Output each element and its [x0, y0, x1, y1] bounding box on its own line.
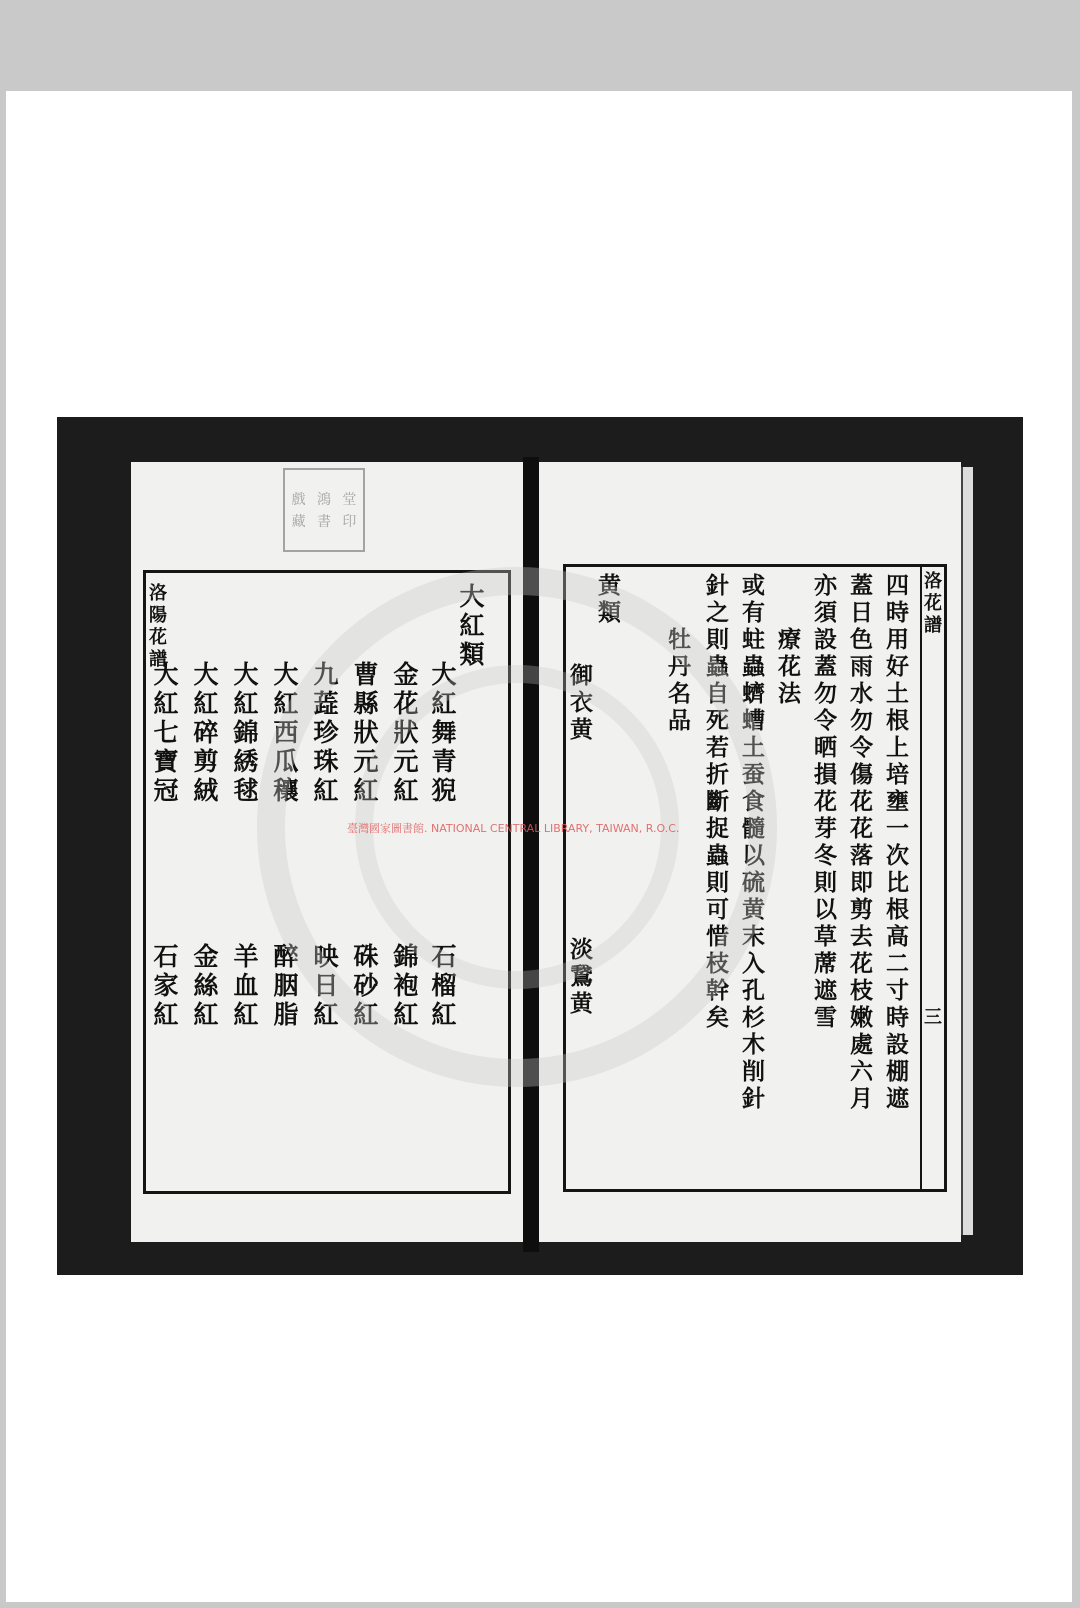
flower-name: 大紅七寶冠	[150, 661, 179, 806]
flower-name: 石家紅	[150, 943, 179, 1030]
section-header-red: 大紅類	[456, 583, 485, 670]
flower-name: 御衣黄	[566, 663, 593, 744]
section-header-yellow: 黄類	[594, 573, 621, 627]
left-page	[131, 462, 523, 1242]
flower-name: 大紅舞青猊	[428, 661, 457, 806]
flower-name: 羊血紅	[230, 943, 259, 1030]
flower-name: 九蕋珍珠紅	[310, 661, 339, 806]
text-column: 四時用好土根上培壅一次比根高二寸時設棚遮	[882, 573, 909, 1113]
flower-name: 石榴紅	[428, 943, 457, 1030]
text-column: 針之則蟲自死若折斷捉蟲則可惜枝幹矣	[702, 573, 729, 1032]
text-column: 蓋日色雨水勿令傷花花落即剪去花枝嫩處六月	[846, 573, 873, 1113]
left-page-border	[143, 570, 511, 1194]
flower-name: 錦袍紅	[390, 943, 419, 1030]
flower-name: 醉胭脂	[270, 943, 299, 1030]
left-margin-title: 洛陽花譜	[146, 583, 167, 671]
book-gutter	[523, 457, 539, 1252]
flower-name: 金絲紅	[190, 943, 219, 1030]
flower-name: 大紅西瓜穰	[270, 661, 299, 806]
flower-name: 曹縣狀元紅	[350, 661, 379, 806]
flower-name: 大紅錦綉毬	[230, 661, 259, 806]
text-column: 或有蛀蟲蠐螬土蚕食髓以硫黄末入孔杉木削針	[738, 573, 765, 1113]
flower-name: 映日紅	[310, 943, 339, 1030]
watermark-text: 臺灣國家圖書館. NATIONAL CENTRAL LIBRARY, TAIWAN, R.O.C.	[347, 822, 680, 835]
right-page-border	[563, 564, 947, 1192]
text-column: 牡丹名品	[664, 573, 691, 735]
right-page	[539, 462, 961, 1242]
right-margin-title: 洛花譜	[921, 571, 942, 637]
flower-name: 金花狀元紅	[390, 661, 419, 806]
folio-number: 三	[921, 1007, 942, 1029]
book-scan-image	[57, 417, 1023, 1275]
flower-name: 硃砂紅	[350, 943, 379, 1030]
text-column: 療花法	[774, 573, 801, 708]
collector-seal-icon: 戲 鴻 堂 藏 書 印	[283, 468, 365, 552]
flower-name: 淡鵞黄	[566, 937, 593, 1018]
flower-name: 大紅碎剪絨	[190, 661, 219, 806]
book-edge	[961, 467, 973, 1235]
text-column: 亦須設蓋勿令晒損花芽冬則以草蓆遮雪	[810, 573, 837, 1032]
